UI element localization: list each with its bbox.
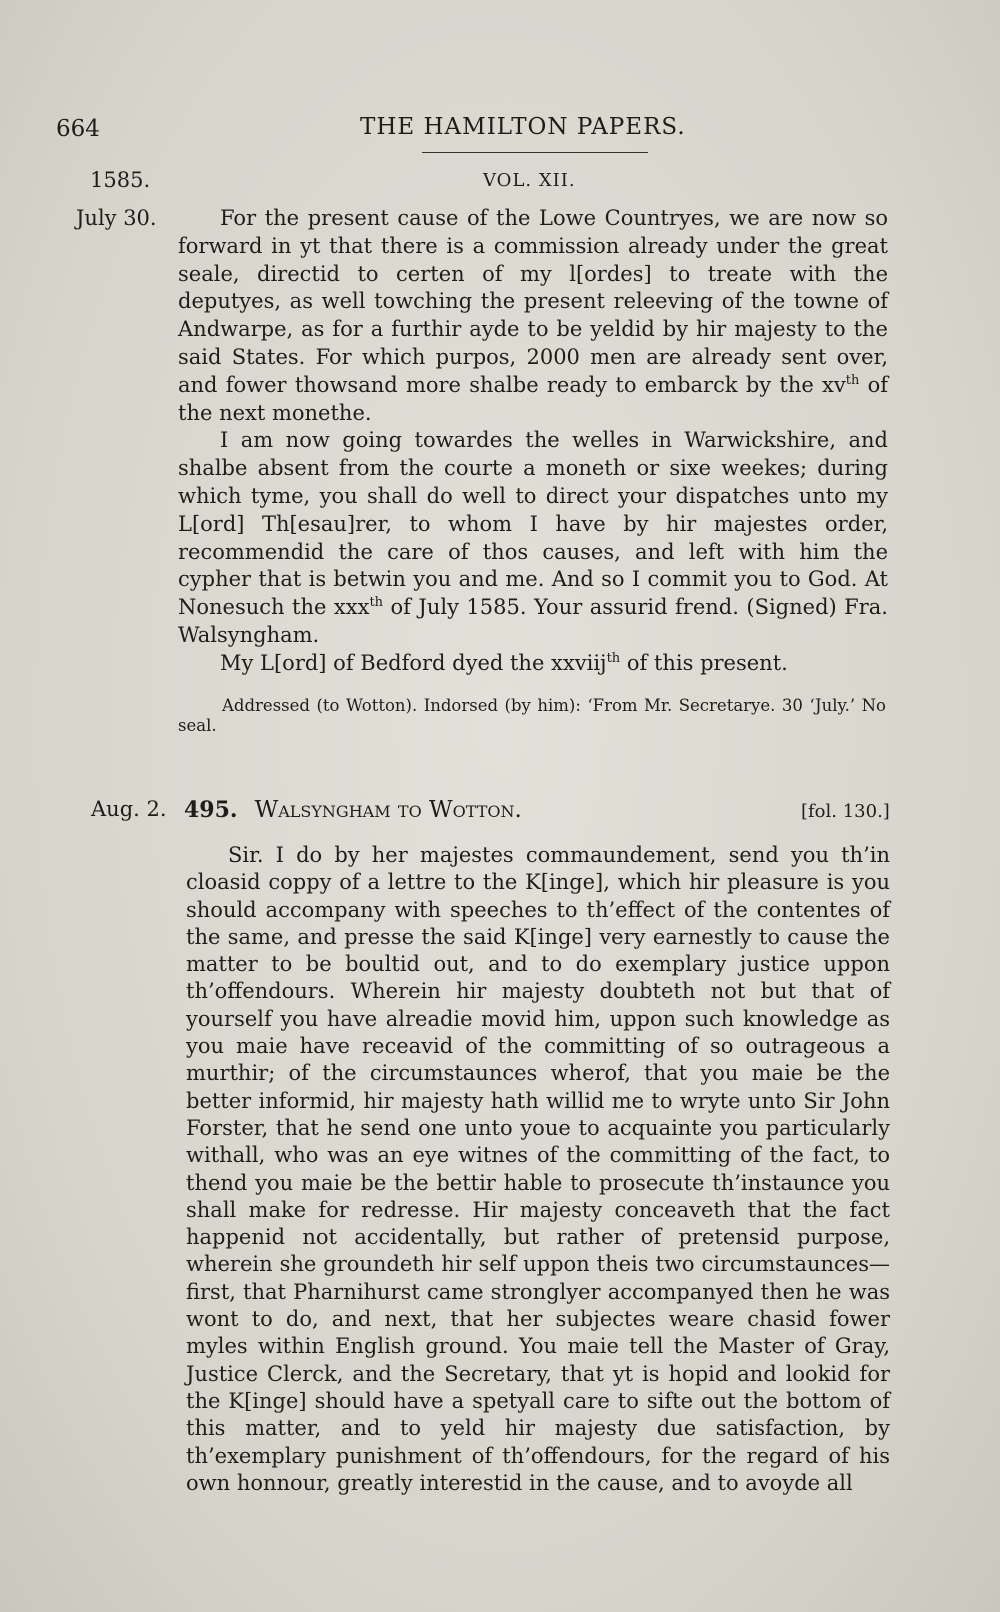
page-number: 664 bbox=[56, 116, 100, 142]
entry1-paragraph-2: I am now going towardes the welles in Warwickshire, and shalbe absent from the courte a moneth or sixe weekes; during which tyme, you shall do well to direct your dispatches unto my L[ord] Th[esau]rer, to whom I have by hir majestes order, recommendid the care of thos causes, and left with him the cypher that is betwin you and me. And so I commit you to God. At Nonesuch the xxx$^{th}$ of July 1585. Your assurid frend. (Signed) Fra. Walsyngham. bbox=[178, 428, 888, 647]
document-number: 495. bbox=[184, 797, 238, 823]
folio-reference: [fol. 130.] bbox=[801, 801, 890, 822]
entry1-address-note: Addressed (to Wotton). Indorsed (by him): ‘From Mr. Secretarye. 30 ‘July.’ No seal. bbox=[178, 696, 886, 735]
document-title: Walsyngham to Wotton. bbox=[254, 797, 522, 823]
entry2-heading bbox=[184, 797, 522, 823]
page-header bbox=[0, 112, 1000, 152]
year-label: 1585. bbox=[90, 168, 151, 192]
entry2-date: Aug. 2. bbox=[91, 797, 167, 821]
entry2-body bbox=[186, 842, 890, 1497]
running-title: THE HAMILTON PAPERS. bbox=[360, 114, 686, 140]
entry1-body bbox=[178, 205, 888, 678]
volume-label: VOL. XII. bbox=[483, 170, 576, 191]
header-rule bbox=[422, 152, 648, 153]
entry1-paragraph-3: My L[ord] of Bedford dyed the xxviij$^{th}$ of this present. bbox=[220, 650, 788, 675]
entry2-paragraph: Sir. I do by her majestes commaundement, send you th’in cloasid coppy of a lettre to the K[inge], which hir pleasure is you should accompany with speeches to th’effect of the contentes of the same, and presse the said K[inge] very earnestly to cause the matter to be boultid out, and to do exemplary justice uppon th’offendours. Wherein hir majesty doubteth not but that of yourself you have alreadie movid him, uppon such knowledge as you maie have receavid of the committing of so outrageous a murthir; of the circumstaunces wherof, that you maie be the better informid, hir majesty hath willid me to wryte unto Sir John Forster, that he send one unto youe to acquainte you particularly withall, who was an eye witnes of the committing of the fact, to thend you maie be the bettir hable to prosecute th’instaunce you shall make for redresse. Hir majesty conceaveth that the fact happenid not accidentally, but rather of pretensid purpose, wherein she groundeth hir self uppon theis two circumstaunces—first, that Pharnihurst came stronglyer accompanyed then he was wont to do, and next, that her subjectes weare chasid fower myles within English ground. You maie tell the Master of Gray, Justice Clerck, and the Secretary, that yt is hopid and lookid for the K[inge] should have a spetyall care to sifte out the bottom of this matter, and to yeld hir majesty due satisfaction, by th’exemplary punishment of th’offendours, for the regard of his own honnour, greatly interestid in the cause, and to avoyde all bbox=[186, 843, 890, 1495]
entry1-paragraph-1: For the present cause of the Lowe Countryes, we are now so forward in yt that there is a commission already under the great seale, directid to certen of my l[ordes] to treate with the deputyes, as well towching the present releeving of the towne of Andwarpe, as for a furthir ayde to be yeldid by hir majesty to the said States. For which purpos, 2000 men are already sent over, and fower thowsand more shalbe ready to embarck by the $xv^{th}$ of the next monethe. bbox=[178, 206, 889, 425]
entry1-date: July 30. bbox=[76, 206, 157, 230]
